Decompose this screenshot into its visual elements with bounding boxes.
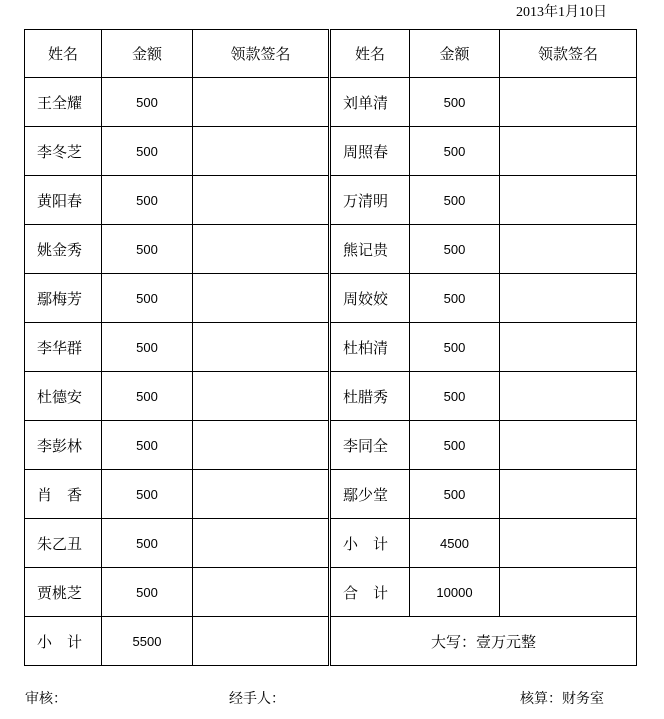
payee-amount: 500 xyxy=(410,323,500,372)
payee-name: 李彭林 xyxy=(25,421,102,470)
payee-name: 李同全 xyxy=(330,421,410,470)
payee-name: 姚金秀 xyxy=(25,225,102,274)
table-row xyxy=(25,568,637,617)
table-row xyxy=(25,274,637,323)
payee-amount: 500 xyxy=(410,274,500,323)
signature-cell[interactable] xyxy=(193,78,330,127)
payee-amount: 500 xyxy=(102,274,193,323)
header-name: 姓名 xyxy=(330,30,410,78)
payee-name: 朱乙丑 xyxy=(25,519,102,568)
header-signature: 领款签名 xyxy=(500,30,637,78)
payee-name: 肖 香 xyxy=(25,470,102,519)
payee-amount: 500 xyxy=(410,78,500,127)
payee-amount: 500 xyxy=(102,323,193,372)
payee-amount: 500 xyxy=(410,372,500,421)
signature-cell[interactable] xyxy=(500,225,637,274)
left-subtotal-amount: 5500 xyxy=(102,617,193,666)
right-subtotal-amount: 4500 xyxy=(410,519,500,568)
signature-cell[interactable] xyxy=(500,519,637,568)
accountant-label: 核算：财务室 xyxy=(520,691,604,707)
auditor-label: 审核： xyxy=(25,691,67,707)
payee-amount: 500 xyxy=(102,78,193,127)
payee-amount: 500 xyxy=(102,519,193,568)
signature-cell[interactable] xyxy=(500,78,637,127)
signature-cell[interactable] xyxy=(193,225,330,274)
table-row xyxy=(25,127,637,176)
capital-amount: 大写：壹万元整 xyxy=(330,617,637,666)
table-row xyxy=(25,421,637,470)
payee-amount: 500 xyxy=(102,127,193,176)
signature-cell[interactable] xyxy=(500,568,637,617)
payee-amount: 500 xyxy=(410,421,500,470)
table-row xyxy=(25,519,637,568)
payee-name: 熊记贵 xyxy=(330,225,410,274)
signature-cell[interactable] xyxy=(193,274,330,323)
payee-amount: 500 xyxy=(102,421,193,470)
signature-cell[interactable] xyxy=(193,372,330,421)
signature-cell[interactable] xyxy=(193,519,330,568)
table-row xyxy=(25,78,637,127)
signature-cell[interactable] xyxy=(500,323,637,372)
header-name: 姓名 xyxy=(25,30,102,78)
payee-amount: 500 xyxy=(102,568,193,617)
signature-cell[interactable] xyxy=(193,421,330,470)
document-date: 2013年1月10日 xyxy=(516,5,607,20)
left-subtotal-label: 小 计 xyxy=(25,617,102,666)
table-row xyxy=(25,176,637,225)
payee-name: 刘单清 xyxy=(330,78,410,127)
total-amount: 10000 xyxy=(410,568,500,617)
total-label: 合 计 xyxy=(330,568,410,617)
header-row xyxy=(25,30,637,78)
signature-cell[interactable] xyxy=(193,176,330,225)
header-amount: 金额 xyxy=(410,30,500,78)
payee-amount: 500 xyxy=(102,176,193,225)
payee-name: 杜德安 xyxy=(25,372,102,421)
signature-cell[interactable] xyxy=(500,470,637,519)
payee-amount: 500 xyxy=(410,225,500,274)
table-row xyxy=(25,225,637,274)
signature-cell[interactable] xyxy=(193,617,330,666)
signature-cell[interactable] xyxy=(500,421,637,470)
payee-name: 万清明 xyxy=(330,176,410,225)
signature-cell[interactable] xyxy=(500,372,637,421)
payee-name: 杜腊秀 xyxy=(330,372,410,421)
payee-name: 李冬芝 xyxy=(25,127,102,176)
right-subtotal-label: 小 计 xyxy=(330,519,410,568)
payee-amount: 500 xyxy=(102,225,193,274)
signature-cell[interactable] xyxy=(500,176,637,225)
payee-name: 王全耀 xyxy=(25,78,102,127)
payee-amount: 500 xyxy=(410,176,500,225)
table-row xyxy=(25,470,637,519)
payee-amount: 500 xyxy=(102,470,193,519)
payee-name: 周姣姣 xyxy=(330,274,410,323)
payee-name: 杜柏清 xyxy=(330,323,410,372)
signature-cell[interactable] xyxy=(193,127,330,176)
payee-amount: 500 xyxy=(102,372,193,421)
signature-cell[interactable] xyxy=(500,127,637,176)
payee-amount: 500 xyxy=(410,127,500,176)
header-amount: 金额 xyxy=(102,30,193,78)
payee-name: 周照春 xyxy=(330,127,410,176)
payee-amount: 500 xyxy=(410,470,500,519)
payee-name: 黄阳春 xyxy=(25,176,102,225)
handler-label: 经手人： xyxy=(229,691,285,707)
signature-cell[interactable] xyxy=(500,274,637,323)
payee-name: 鄢少堂 xyxy=(330,470,410,519)
payee-name: 贾桃芝 xyxy=(25,568,102,617)
payee-name: 鄢梅芳 xyxy=(25,274,102,323)
header-signature: 领款签名 xyxy=(193,30,330,78)
signature-cell[interactable] xyxy=(193,470,330,519)
table-row xyxy=(25,323,637,372)
table-row xyxy=(25,372,637,421)
payment-signature-table xyxy=(24,29,637,666)
payee-name: 李华群 xyxy=(25,323,102,372)
signature-cell[interactable] xyxy=(193,568,330,617)
signature-cell[interactable] xyxy=(193,323,330,372)
table-row xyxy=(25,617,637,666)
